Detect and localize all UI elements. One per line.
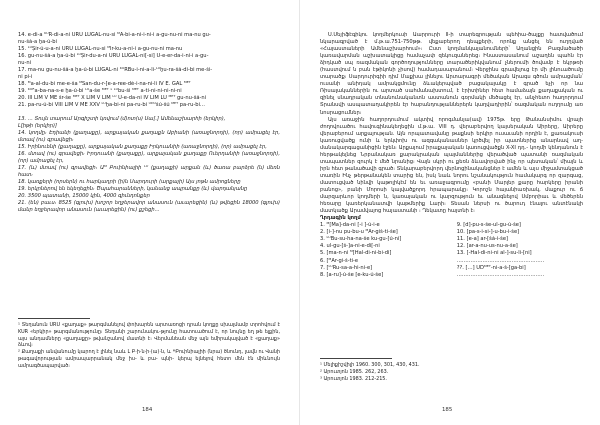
list-row [320, 243, 583, 250]
transliteration-line: 14. e-di-a ᴷᵁR-di-a-ni URU LUGÁL-nu-si ᴹA-bi-a-ni-i-ni-i a-gu-nu-ni ma-nu gu- [18, 32, 211, 38]
right-page [300, 0, 600, 425]
transliteration-line: 16. gu-nu-šá-a ḫa-ú-bi ᴸᵁṨir-du-a-ni URU LUGÁL-ni[-si] Ú-e-er-da-i-ni-i a-gu- [18, 53, 209, 60]
footnote-rule [320, 358, 392, 359]
list-cell: 7. [ᴸᵁRu-sa-a-hi-ni-e] [320, 264, 373, 271]
left-text-column [18, 32, 280, 214]
list-cell: 5. [ma-n-ni ᴹ[Hal-di-ni-bi-di] [320, 250, 392, 257]
body-paragraph: Այս առաջին հաղորդումում ակտիվ որոգմանյա(ավ) 1975թ. երը Թանանսիմու վրայի ժողովուածու հավուգինակեղեցին մ.թ.ա. VIII դ. վերաբերվող կայսերական Աիրերը, Աիրերը վերաբերում արքայության. Այն որպատավանը թաքնսի երկիր ուսաւանի որդին է, քառակուսի կառուցվածք ունի և երկփոխ ու ազգականասներ կրծվել իր պատներից անարնավ աղ- մանակարգացանիցին էջեն։ Արքայում իրաքայական կառուցվածքն X-XI դդ.- կողմի կենդանուն է հերթակելնեց Նրբանակառ քարակրական պայմաններից վերածված պատանի ռազմական տապատներ զուրկ է մեծ նրանից։ Վայն սկրի ու քեռն ձևավորված ինչ որ պետական՝ միայն և իրն հետ թանածավի գրած։ Տնկարաբերվորդ վերնոցինականցներ է ամեն և այս միջամտակցած տառին Ինչ թերթանակեն տարից են, իսկ նաև նորու նշանակություն համակարգ որ զարգաց, մատուցված նինվի կաթոլիկէմ են եւ առաջագրումը «բանի Մարլեր քարը հարկերը իրանի բանոց», բանի Մորոսի կալվածքորդ հրապարակը։ Կորոշն հայանիառխակ, մաքուր ու ճ մարզարևոր կողմերի ն, կառայական ու կարզություն եւ անագնելով Սմբորիաւ և մեծերեն հեռարը կառերկանատվի կաթմերիք Լարի։ Տեսան ներսի ու ծարուդ էնալու անտէնակի մատկածք Արամվայոց հայաստանի ։ Ղեկատը հայտնի է։ [320, 116, 583, 215]
translation-line: 17. (և) մտավ (ու) գրավեցի։ Աᴹ Բուինիալիի ᴸᵁ (քաղաքի) արքան (և) ծառա բարձրե (ն) մեռն հատ։ [18, 164, 280, 178]
page-number: 185 [442, 407, 453, 413]
list-cell: …………………………………………… [456, 257, 545, 264]
footnote: ² Քաղաքի անվանումը կարող է լինել նաև Լ Բ·ի·ն·ի·(ա)·ն, և ᴹԲուինիալիի (նրա) ծնունդ, լավն ու Վանի թագավորության ամրապարրանակ մեջ իս- և բա- պնի- կերպ ելնելով հետո մեն էն միևնույն ամրագծապարված։ [18, 349, 280, 369]
translation-line: 14. կողմը։ Էդիանի (քաղաքը), արքայական քաղաքն Աբիանի (առաջնորդի), (որ) ամրացել էր, մտավ (ու) գրավեցի։ [18, 129, 280, 143]
list-cell: 4. ul-gu-[š-]a-ni-e-di[-ni [320, 243, 380, 250]
transliteration-line: 20. III LIM V ME šr-še ᴹᴱᵀ X LIM V LIM ᴸᵁ Ú-e-da-ni IV LIM LU ᴹᴱᵀ gu-nu-šá-ni [18, 95, 207, 102]
transliteration-line: 17. ma-nu gu-nu-šá-a ḫa-ú-bi LUGÁL-ni ᴷᵁRBu-i-ni-a-li-ᴸᵁḫu-ra-šá-di-bi me-ši- [18, 67, 213, 74]
translation-line: Լ[իթի (երկիր)] [18, 122, 57, 129]
footnote: ² Արուտյոն 1985. 262, 263. [320, 368, 389, 375]
list-cell: 13. [-Hal-di-ni-ni al-]-su-li-[ni] [456, 250, 532, 257]
list-cell: 12. [ar-a-nu-us-nu-a-še] [456, 243, 518, 250]
right-footnotes [320, 362, 583, 382]
right-text-column [320, 32, 583, 279]
list-cell: 2. [i-]-nu pu-bu-u ᴹAr-giš-ti-še] [320, 229, 398, 236]
section-subheading: Ղրդագին կողմ [320, 215, 361, 222]
footnote: ¹ Տեղանուն URU «քաղաք» թարգմանելով փոխարեն արտառոցի դրան կողքը սխալմամբ տրոհվում է KUR «երկիր» թարգմանությունը։ Տեղանի շարունակու-թյունը հատուածում է, որ նույնը եղ թե ելքին, այս անդամները «քաղաքը» թվանշանով մատնի է։ Վերմանեան մեջ այն եմիրակալված է «քաղաք» ձևով։ [18, 322, 280, 349]
list-row [320, 258, 583, 265]
list-row [320, 229, 583, 236]
translation-line: 20. 3500 պատանի, 15000 կին, 4000 գիւնդոնքեր [18, 193, 150, 200]
transliteration-line: 18. ᴹa-al-du-bi me-e-ša ᴹSan-du-r-[e-a-ree-dè-i-na-ni-li IV É. GAL ᴹᴱᵀ [18, 81, 191, 88]
transliteration-line: 15. ᴸᵁṨir-ú-u-a-ni URU LUGÁL-nu-si ᴹIr-ku-a-ni-i a-gu-nu-ni ma-nu [18, 46, 183, 53]
transliteration-line: 21. pa-ru-ú-bi VIII LIM V ME XXV ᴸᵁḫa-bi-ni pa-ru-bi ᵁᴰᵁšú-šú ᴹᴱᵀ pa-ru-bi… [18, 102, 206, 109]
footnote: ³ Արուտյոն 1983. 212-215. [320, 375, 387, 382]
list-row [320, 250, 583, 257]
translation-line: 21. (են) բաւս։ 8525 (գլուխ) խոշոր եղջերավոր անասուն (աւարեցին) (և) թվեցին 18000 (գլուխ) մանր եղջերավոր անասուն (աւարեցին) (ու) քշեցի… [18, 200, 280, 214]
list-row [320, 272, 583, 279]
list-cell: 6. [ᴹAr-gi-š-ti-e [320, 257, 359, 264]
list-cell: 8. [a-ru]-ú-še [e-ku-ú-še] [320, 271, 384, 278]
transliteration-line: nu-ni [18, 60, 32, 67]
list-row [320, 222, 583, 229]
transliteration-line: ni pi-i [18, 74, 33, 81]
list-cell: …………………………………………… [456, 271, 545, 278]
list-cell: 10. [pa-s-i-si-]-u-bu-i-še] [456, 229, 520, 236]
translation-line: 18. կառքերի (որսերն) ու հարկադրի (ի)ն Սարդուրի (արքայի) Այս յոթն ամրոցները [18, 178, 241, 185]
translation-line: 15. Իրինուենի (քաղաքը), արքայական քաղաքը Իրկուանիի (առաջնորդի), (որ) ամրացել էր, [18, 143, 267, 150]
translation-line: 19. երկրներով են եկեղեցին։ Ծպահարանների, կանանց ապրանքը (և) վարդանյանը [18, 185, 248, 192]
list-row [320, 265, 583, 272]
translation-line: 13. … Տույն տարում Արգիշտի կռվում (մ)ոտ(ս) Սա[.] Ամենաշխարհի (երկիր), [18, 115, 226, 122]
list-cell: ??. […] UDᴹᴱᵀ-ni-a-š-[ga-bi] [456, 264, 526, 271]
page-number: 184 [142, 407, 153, 413]
transliteration-line: nu-šá-a ḫa-ú-bi [18, 39, 57, 46]
translation-line: 16. մտավ (ու) գրավեցի։ Իրդուանի (քաղաքը), արքայական քաղաքը Ուերդանիի (առաջնորդի), (որ) ամրացել էր, [18, 150, 280, 164]
footnote: ¹ Մելիքիշվիլի 1960. 300, 301, 430, 431. [320, 362, 420, 368]
list-cell: 9. [d]-pu-s-še-ul-gu-ú-še] [456, 222, 521, 229]
list-cell: 1. ᴹ[Ma]-da-ni [-i ]-ú-i-e [320, 222, 380, 229]
transliteration-line: 19. ᴷᵁᴿa-ba-na-s-e ḫa-ú-bi ᴸᵁa-še ᴹᴱᵀ ˢ ᴸᵁbu-ši ᴹᴱᵀ a-ti-ni-ni-ni-ni-ni [18, 88, 182, 95]
list-row [320, 236, 583, 243]
left-footnotes [18, 322, 280, 370]
list-cell: 11. [e-a] ar-[šá-i-še] [456, 236, 508, 243]
body-paragraph: Ս.Սեյիֆէգիկու կողմերկուսի Աարրուրի II-ի տարեգրության պեհիա-ծայքը հատվածում նկարագրված է մ.թ.ա.751-750թթ. վեքաբերող դեպքերի, որոնք անցել են ուղղված «Հայաստաների Ամենաշխարհում»։ Ըստ կողմանկալանումների՝ Աղանցին Բազմածածի կառավարման աշխատակիցը համաչափ զեկուզաներեց։ Ինաստասանում աշաղեն պահն էր ձիդկած սպ ռազմական գործողությունները տարածերիկվանում չներումի ծովամբ է եկրթռի (հաստվում ն բան էթիկոնի չիսով) համադասարանում։ Վերջինս գրավելուց էր մի լինուածումը տարածք։ Սարդուրիգիի դիմ Մաքխա լինելու Արտարագրի մեծական Արագս գծուն ամրացման՝ ուսանի անիդակ ամրակցմունը ձևակերպված բացակայակը է գրած եչի որ նա Ռիսալականներին ու արտած սահմանախտում, է էրիտիներ հետ համաձայն քաղաքական ու զինել սնադրական տնանունականտն աստանուն գռրմակի մեծացել էր, անչհետո հաղորդում Տրանսվի ասպատաղակիրեն էր հաբանդությաններերն կաղվադիրին՝ ռազմական ուղղումը առ նոսրացումներ։ [320, 32, 583, 116]
list-cell: 3. ᴸᵁBu-su-ha-na-še ku-gu-[ú-ni] [320, 236, 402, 243]
footnote-rule [18, 318, 90, 319]
